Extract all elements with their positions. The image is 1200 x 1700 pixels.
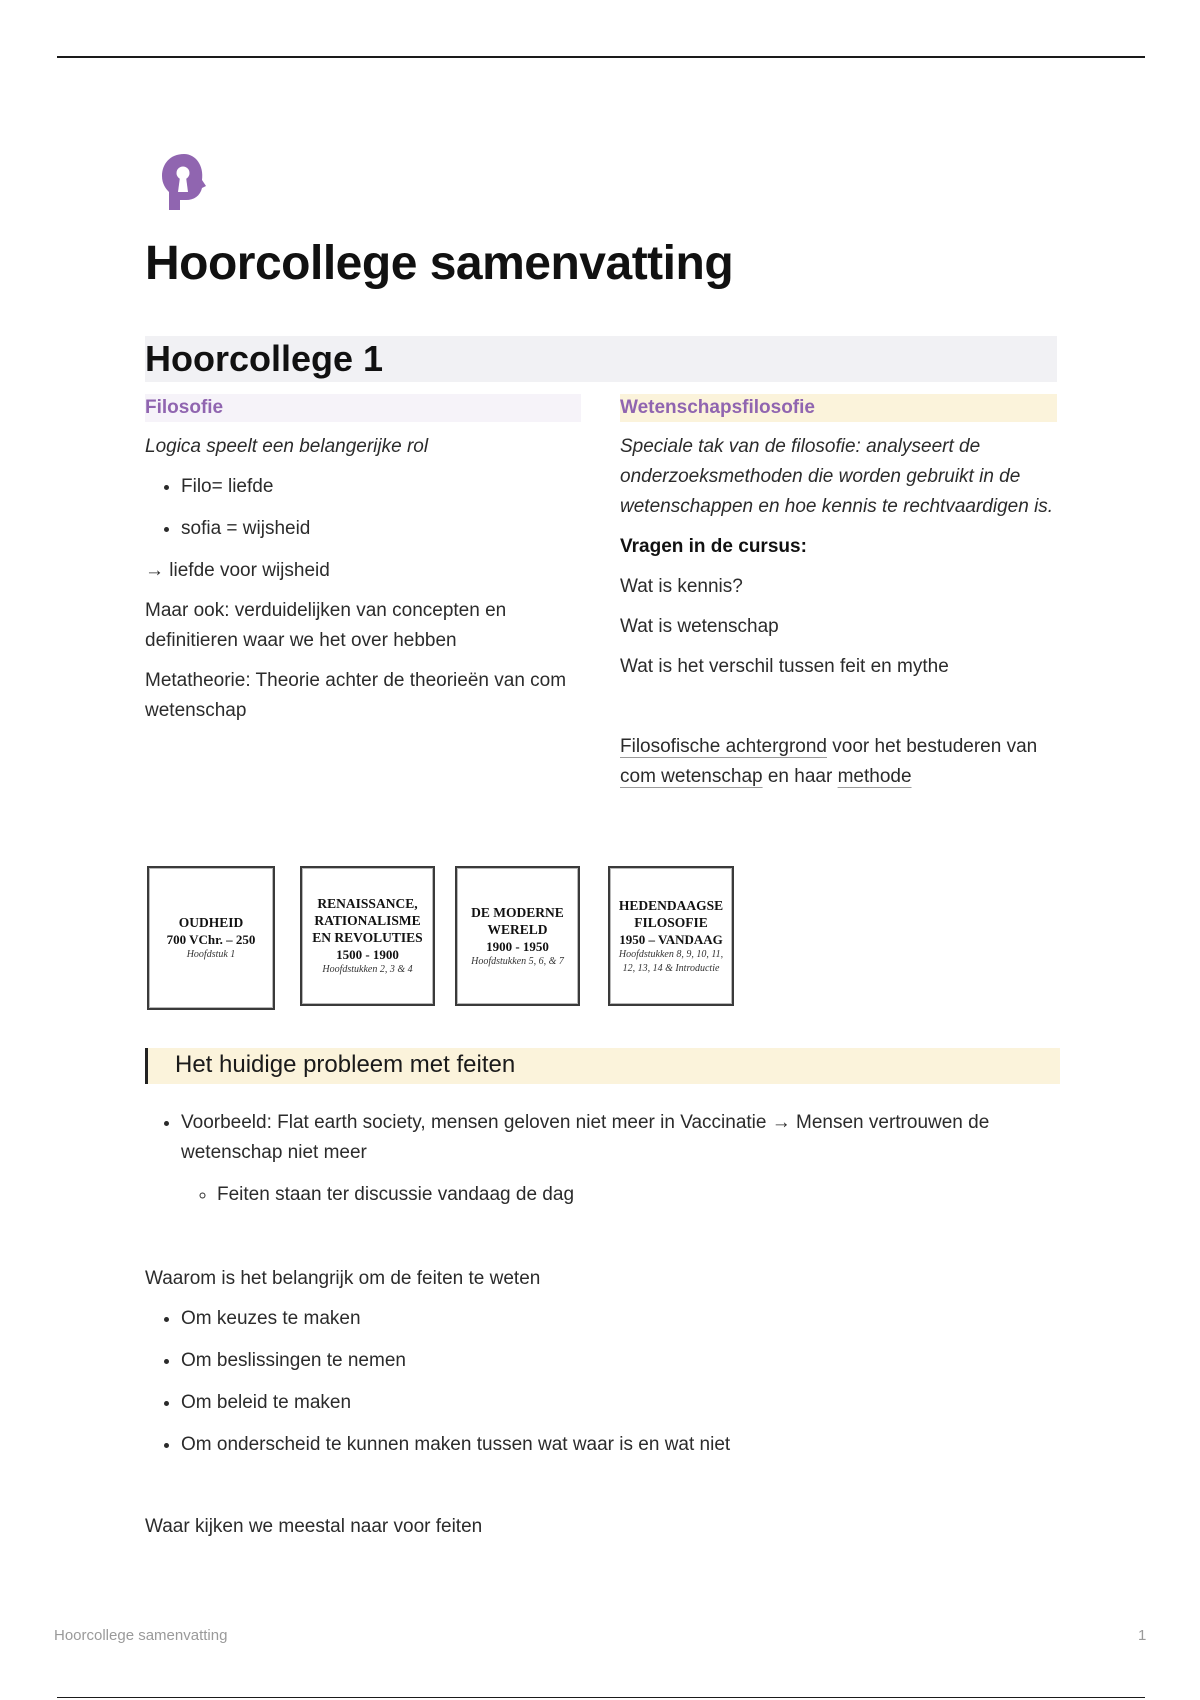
- plain-text: voor het bestuderen van: [827, 736, 1038, 757]
- importance-heading: Waarom is het belangrijk om de feiten te weten: [145, 1268, 541, 1289]
- era-years: 1500 - 1900: [336, 947, 399, 962]
- filosofie-bullets: [145, 472, 581, 544]
- questions-heading: Vragen in de cursus:: [620, 536, 807, 557]
- era-card-renaissance: [300, 866, 435, 1006]
- problem-sub-list: [181, 1180, 1057, 1210]
- era-chapters: Hoofdstukken 8, 9, 10, 11, 12, 13, 14 & Introductie: [618, 948, 724, 974]
- filosofie-conclusion: → liefde voor wijsheid: [145, 560, 330, 581]
- importance-section: [145, 1264, 1057, 1472]
- section-heading: [145, 336, 1057, 382]
- filosofie-paragraph: Metatheorie: Theorie achter de theorieën van com wetenschap: [145, 670, 567, 721]
- era-card-hedendaagse: [608, 866, 734, 1006]
- list-item: • Filo= liefde: [181, 472, 581, 502]
- top-rule: [57, 56, 1145, 58]
- era-card-moderne-wereld: [455, 866, 580, 1006]
- column-wetenschapsfilosofie: [620, 394, 1057, 802]
- importance-list: [145, 1304, 1057, 1460]
- era-years: 700 VChr. – 250: [166, 932, 256, 947]
- era-name: RENAISSANCE, RATIONALISME EN REVOLUTIES: [312, 896, 423, 945]
- column-heading-wetenschapsfilosofie: Wetenschapsfilosofie: [620, 394, 1057, 422]
- list-item: [181, 1108, 1057, 1210]
- underlined-text: Filosofische achtergrond: [620, 736, 827, 757]
- background-paragraph: [620, 732, 1057, 792]
- era-years: 1900 - 1950: [486, 938, 549, 954]
- closing-section: [145, 1512, 1057, 1552]
- era-chapters: Hoofdstukken 2, 3 & 4: [322, 964, 413, 975]
- underlined-text: methode: [837, 766, 912, 787]
- era-chapters: Hoofdstukken 5, 6, & 7: [471, 955, 564, 967]
- spacer: [620, 692, 1057, 732]
- era-card-oudheid: [147, 866, 275, 1010]
- footer-title: Hoorcollege samenvatting: [54, 1627, 228, 1644]
- bottom-rule: [57, 1697, 1145, 1698]
- question-item: Wat is kennis?: [620, 576, 743, 597]
- callout-text: Het huidige probleem met feiten: [175, 1051, 516, 1078]
- list-item: • Om onderscheid te kunnen maken tussen wat waar is en wat niet: [181, 1430, 1057, 1460]
- era-name: HEDENDAAGSE FILOSOFIE: [618, 897, 724, 930]
- list-item: ◦ Feiten staan ter discussie vandaag de dag: [217, 1180, 1057, 1210]
- filosofie-paragraph: Maar ook: verduidelijken van concepten en definitieren waar we het over hebben: [145, 600, 507, 651]
- column-heading-filosofie: Filosofie: [145, 394, 581, 422]
- question-item: Wat is het verschil tussen feit en mythe: [620, 656, 949, 677]
- filosofie-intro: Logica speelt een belangerijke rol: [145, 436, 429, 457]
- closing-text: Waar kijken we meestal naar voor feiten: [145, 1516, 483, 1537]
- underlined-text: com wetenschap: [620, 766, 763, 787]
- problem-list: [145, 1108, 1057, 1210]
- page-title: Hoorcollege samenvatting: [145, 237, 734, 290]
- era-name: OUDHEID: [178, 915, 244, 930]
- plain-text: en haar: [762, 766, 838, 787]
- list-item: • Om beslissingen te nemen: [181, 1346, 1057, 1376]
- list-item: • Om beleid te maken: [181, 1388, 1057, 1418]
- list-item: • Om keuzes te maken: [181, 1304, 1057, 1334]
- list-item: • sofia = wijsheid: [181, 514, 581, 544]
- wetenschapsfilosofie-intro: Speciale tak van de filosofie: analyseert de onderzoeksmethoden die worden gebruikt in de wetenschappen en hoe kennis te rechtvaardigen is.: [620, 436, 1054, 517]
- footer-page-number: 1: [1138, 1627, 1147, 1644]
- problem-section: [145, 1108, 1057, 1222]
- section-heading-text: Hoorcollege 1: [145, 338, 384, 379]
- era-name: DE MODERNE WERELD: [471, 904, 564, 937]
- head-keyhole-icon: [158, 152, 210, 212]
- problem-example: Voorbeeld: Flat earth society, mensen geloven niet meer in Vaccinatie → Mensen vertrouwen de wetenschap niet meer: [181, 1112, 990, 1163]
- era-chapters: Hoofdstuk 1: [186, 949, 236, 960]
- era-years: 1950 – VANDAAG: [619, 931, 723, 947]
- question-item: Wat is wetenschap: [620, 616, 779, 637]
- column-filosofie: [145, 394, 581, 736]
- callout-heading: [145, 1048, 1060, 1084]
